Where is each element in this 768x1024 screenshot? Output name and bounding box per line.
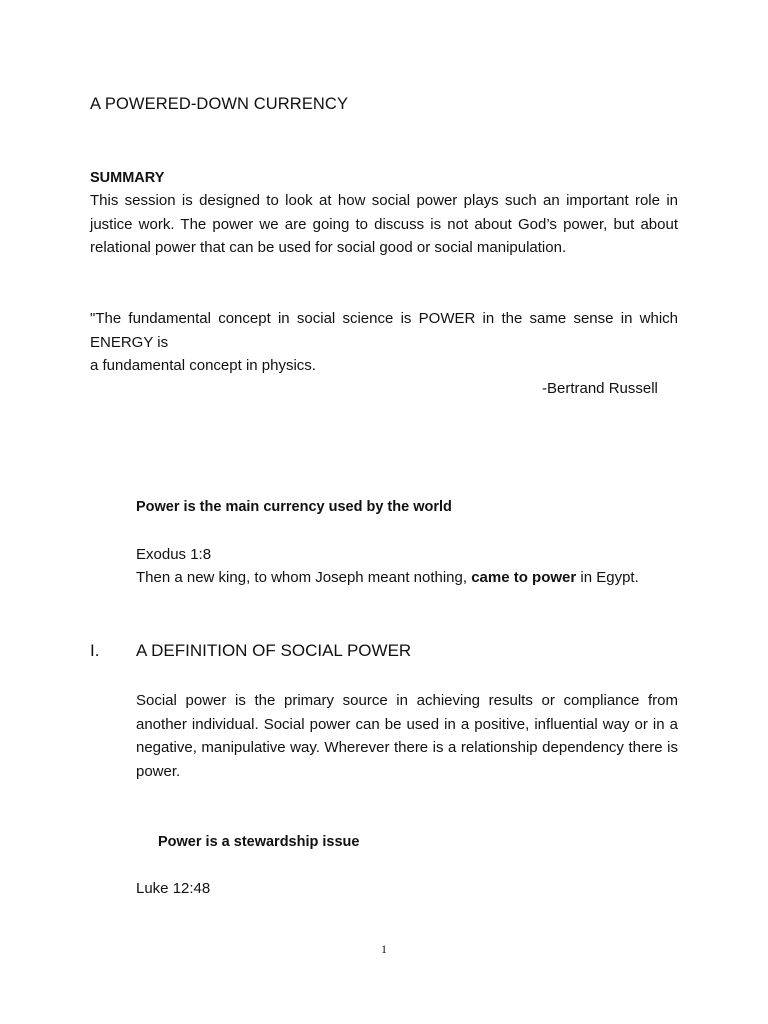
- section-number: I.: [90, 641, 100, 660]
- scripture-reference-exodus: Exodus 1:8: [136, 546, 212, 563]
- document-title: A POWERED-DOWN CURRENCY: [90, 95, 349, 113]
- stewardship-heading: Power is a stewardship issue: [158, 834, 360, 850]
- verse-emphasis: came to power: [471, 569, 577, 586]
- page-number: 1: [381, 942, 387, 956]
- definition-paragraph: Social power is the primary source in achieving results or compliance from another individual. Social power can be used in a positive, influential way or in a negative, manipulative way. Wherever there is a relationship dependency there is power.: [136, 692, 678, 780]
- section-title: A DEFINITION OF SOCIAL POWER: [136, 641, 412, 660]
- verse-text-before: Then a new king, to whom Joseph meant nothing,: [136, 569, 472, 586]
- summary-paragraph: This session is designed to look at how social power plays such an important role in justice work. The power we are going to discuss is not about God’s power, but about relational power that can be used for social good or social manipulation.: [90, 192, 678, 256]
- quote-line-1: "The fundamental concept in social science is POWER in the same sense in which ENERGY is: [90, 310, 678, 351]
- summary-heading: SUMMARY: [90, 170, 165, 186]
- scripture-reference-luke: Luke 12:48: [136, 880, 211, 897]
- russell-quote: [90, 307, 678, 378]
- power-currency-heading: Power is the main currency used by the world: [136, 499, 452, 515]
- quote-line-2: a fundamental concept in physics.: [90, 357, 316, 374]
- quote-author: -Bertrand Russell: [542, 380, 658, 397]
- exodus-verse: [136, 566, 639, 590]
- verse-text-after: in Egypt.: [576, 569, 639, 586]
